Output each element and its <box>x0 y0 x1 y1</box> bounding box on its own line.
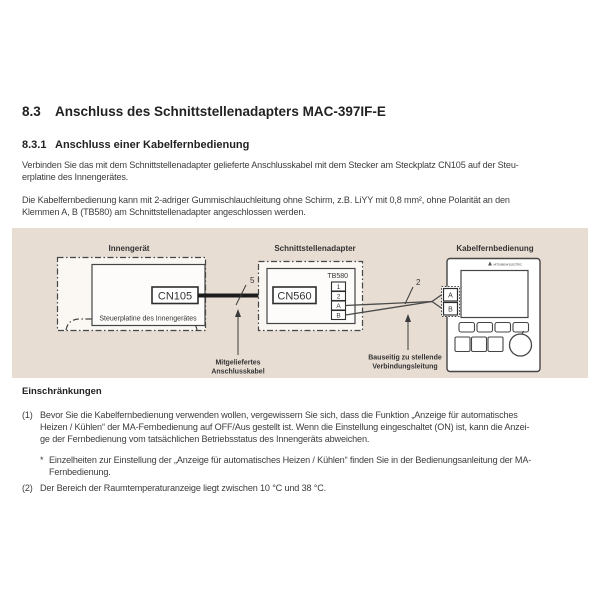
remote-function-button <box>495 323 511 333</box>
wire-count-slash <box>405 287 413 304</box>
cable-count-marker: 5 <box>250 276 255 285</box>
remote-mode-button <box>488 337 503 352</box>
remote-terminal-b-label: B <box>448 306 453 314</box>
paragraph-line: Klemmen A, B (TB580) am Schnittstellenadapter angeschlossen werden. <box>22 207 306 218</box>
list-marker: (1) <box>22 410 33 420</box>
wiring-diagram <box>12 228 588 378</box>
remote-mode-button <box>472 337 487 352</box>
list-line: Bevor Sie die Kabelfernbedienung verwenden wollen, vergewissern Sie sich, dass die Funktion „Anzeige für automatisches <box>40 410 518 420</box>
control-board-label: Steuerplatine des Innengerätes <box>99 315 197 323</box>
remote-function-button <box>477 323 493 333</box>
subsection-title: Anschluss einer Kabelfernbedienung <box>55 139 250 151</box>
section-title: Anschluss des Schnittstellenadapters MAC-397IF-E <box>55 104 386 119</box>
restrictions-heading: Einschränkungen <box>22 386 102 397</box>
list-text <box>40 482 588 494</box>
terminal-1-label: 1 <box>336 284 341 291</box>
cn105-label: CN105 <box>157 290 193 303</box>
adapter-label: Schnittstellenadapter <box>274 244 356 253</box>
terminal-2-label: 2 <box>336 293 341 301</box>
paragraph-wiring-spec <box>22 194 588 218</box>
field-wiring-arrowhead <box>405 314 411 322</box>
remote-function-button <box>513 323 529 333</box>
paragraph-connect-cable <box>22 159 588 183</box>
wire-count-marker: 2 <box>416 278 421 287</box>
supplied-cable-arrowhead <box>235 309 241 317</box>
terminal-a-label: A <box>336 303 341 310</box>
remote-label: Kabelfernbedienung <box>456 244 534 253</box>
remote-terminal-a-label: A <box>448 292 453 300</box>
footnote-line: Einzelheiten zur Einstellung der „Anzeige für automatisches Heizen / Kühlen“ finden Sie in der Bedienungsanleitung der MA- <box>49 455 532 465</box>
remote-dial <box>510 334 532 356</box>
supplied-cable-caption: Anschlusskabel <box>211 368 265 376</box>
tb580-label: TB580 <box>327 273 348 280</box>
list-marker: (2) <box>22 483 33 493</box>
indoor-unit-label: Innengerät <box>108 244 150 253</box>
subsection-heading <box>22 139 249 151</box>
cn560-label: CN560 <box>277 290 312 303</box>
paragraph-line: Verbinden Sie das mit dem Schnittstellenadapter gelieferte Anschlusskabel mit dem Stecker am Steckplatz CN105 auf der Steu- <box>22 160 519 170</box>
subsection-number: 8.3.1 <box>22 139 47 151</box>
footnote-marker: * <box>40 455 44 465</box>
list-line: ge der Fernbedienung vom tatsächlichen Betriebsstatus des Innengeräts abweichen. <box>40 434 370 445</box>
supplied-cable-caption: Mitgeliefertes <box>215 359 261 367</box>
section-heading <box>22 104 386 119</box>
mitsubishi-brand-text: MITSUBISHI ELECTRIC <box>493 263 522 267</box>
field-wiring-caption: Verbindungsleitung <box>372 363 438 371</box>
list-text <box>40 409 588 446</box>
footnote-line: Fernbedienung. <box>49 467 111 478</box>
footnote-text <box>49 454 588 478</box>
remote-function-button <box>459 323 475 333</box>
remote-display <box>461 271 528 318</box>
remote-mode-button <box>455 337 470 352</box>
paragraph-line: Die Kabelfernbedienung kann mit 2-adriger Gummischlauchleitung ohne Schirm, z.B. LiYY mit 0,8 mm², ohne Polarität an den <box>22 195 510 205</box>
list-line: Der Bereich der Raumtemperaturanzeige liegt zwischen 10 °C und 38 °C. <box>40 483 327 493</box>
list-line: Heizen / Kühlen“ der MA-Fernbedienung auf OFF/Aus gestellt ist. Wenn die Einstellung eingeschaltet (ON) ist, kann die Anzei- <box>40 422 530 433</box>
section-number: 8.3 <box>22 104 41 119</box>
field-wiring-caption: Bauseitig zu stellende <box>368 354 442 362</box>
wiring-diagram-svg <box>12 228 588 378</box>
paragraph-line: erplatine des Innengerätes. <box>22 172 129 183</box>
terminal-b-label: B <box>336 312 341 320</box>
